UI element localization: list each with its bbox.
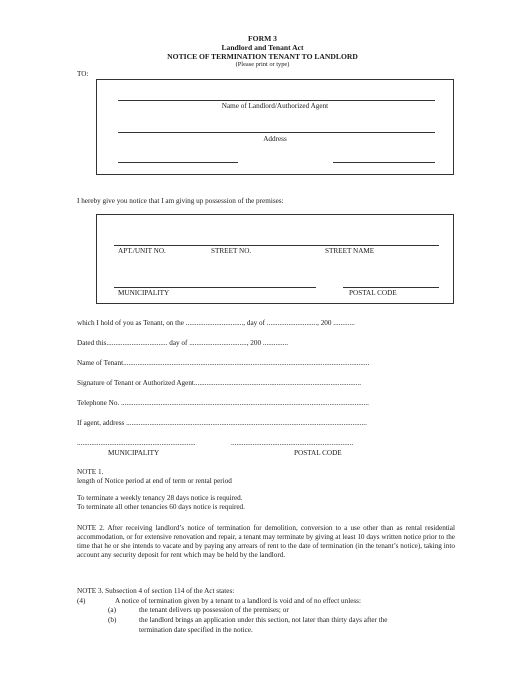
form-number: FORM 3 — [248, 34, 277, 43]
landlord-name-line[interactable] — [118, 100, 435, 101]
agent-postal-label: POSTAL CODE — [294, 449, 342, 457]
address-line[interactable] — [118, 132, 435, 133]
clause-b-text-cont: termination date specified in the notice. — [139, 626, 253, 634]
clause-b-label: (b) — [108, 616, 117, 624]
note2-text: NOTE 2. After receiving landlord’s notice of termination for demolition, conversion to a use other than as rental residential accommodation, or for extensive renovation and repair, a tenant may terminate by giving at least 10 days written notice prior to the time that he or she intends to vacate and by paying any arrears of rent to the date of termination (in the tenant’s notice), taking into account any security deposit for rent which may be held by the landlord. — [77, 524, 455, 559]
instruction: (Please print or type) — [235, 61, 290, 68]
landlord-box — [96, 79, 454, 175]
notice-text: I hereby give you notice that I am giving up possession of the premises: — [77, 197, 284, 205]
tenant-name-line[interactable]: Name of Tenant......................................................................................................................................... — [77, 359, 370, 367]
agent-address-line[interactable]: If agent, address ...................................................................................................................................... — [77, 419, 367, 427]
street-line[interactable] — [114, 245, 439, 246]
clause-a-text: the tenant delivers up possession of the premises; or — [139, 606, 289, 614]
note3-number: (4) — [77, 597, 86, 605]
agent-municipality-dots[interactable]: .................................................................. — [77, 439, 196, 447]
telephone-line[interactable]: Telephone No. .......................................................................................................................................... — [77, 399, 369, 407]
note3-subsection-text: A notice of termination given by a tenant to a landlord is void and of no effect unless: — [115, 597, 361, 605]
postal-line[interactable] — [343, 287, 439, 288]
agent-postal-dots[interactable]: .................................................................... — [231, 439, 354, 447]
premises-box — [96, 214, 454, 304]
hold-line[interactable]: which I hold of you as Tenant, on the ................................, day of ............................, 200 ............ — [77, 319, 355, 327]
municipality-label: MUNICIPALITY — [118, 289, 170, 297]
note1-text: length of Notice period at end of term or rental period — [77, 477, 232, 485]
signature-line[interactable]: Signature of Tenant or Authorized Agent............................................................................................. — [77, 379, 362, 387]
act-name: Landlord and Tenant Act — [221, 43, 304, 52]
apt-label: APT./UNIT NO. — [118, 247, 166, 255]
postal-label: POSTAL CODE — [349, 289, 397, 297]
municipality-line[interactable] — [114, 287, 316, 288]
clause-b-text: the landlord brings an application under this section, not later than thirty days after the — [139, 616, 388, 624]
address-line-right[interactable] — [333, 162, 435, 163]
agent-municipality-label: MUNICIPALITY — [108, 449, 160, 457]
clause-a-label: (a) — [108, 606, 116, 614]
street-no-label: STREET NO. — [211, 247, 252, 255]
note1-title: NOTE 1. — [77, 468, 104, 476]
form-title: NOTICE OF TERMINATION TENANT TO LANDLORD — [167, 52, 358, 61]
note1-weekly: To terminate a weekly tenancy 28 days notice is required. — [77, 494, 243, 502]
landlord-name-label: Name of Landlord/Authorized Agent — [221, 102, 329, 110]
address-label: Address — [263, 135, 287, 143]
street-name-label: STREET NAME — [325, 247, 375, 255]
to-label: TO: — [77, 70, 89, 78]
dated-line[interactable]: Dated this.................................. day of ................................, 200 .............. — [77, 339, 289, 347]
address-line-left[interactable] — [118, 162, 238, 163]
note3-title: NOTE 3. Subsection 4 of section 114 of the Act states: — [77, 587, 235, 595]
note1-others: To terminate all other tenancies 60 days notice is required. — [77, 503, 245, 511]
